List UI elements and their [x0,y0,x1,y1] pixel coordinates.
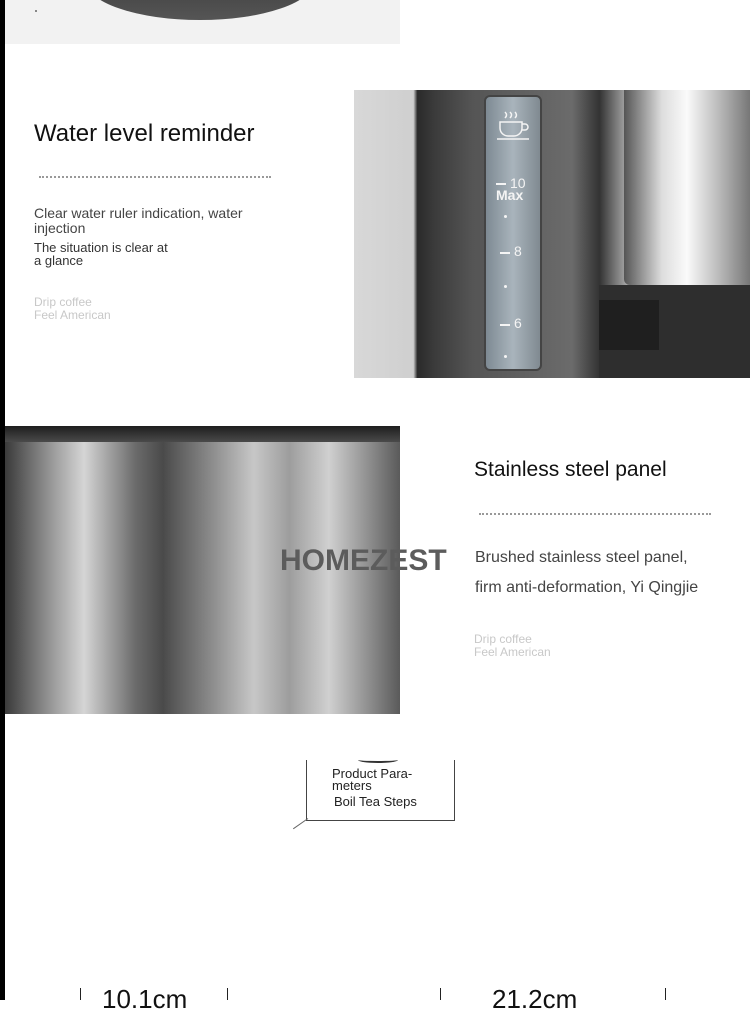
params-line1: Product Para- [332,766,413,781]
water-desc-line1: Clear water ruler indication, water [34,205,243,221]
water-sub-line1: The situation is clear at [34,240,168,255]
gauge-mark-8: 8 [514,243,522,259]
dotted-divider [39,176,271,178]
stainless-title: Stainless steel panel [474,458,667,481]
water-sub-line2: a glance [34,253,84,268]
params-line3: Boil Tea Steps [334,794,417,809]
brand-logo: HOMEZEST [280,544,447,577]
gauge-max-label: Max [496,187,524,203]
product-top-image [5,0,400,44]
gauge-mark-10: 10 [510,175,526,191]
water-desc-line2: injection [34,220,86,236]
water-level-title: Water level reminder [34,120,255,147]
water-level-image [354,90,750,378]
params-line2: meters [332,778,372,793]
stainless-desc-line1: Brushed stainless steel panel, [475,549,688,566]
gauge-mark-6: 6 [514,315,522,331]
stainless-tag-line1: Drip coffee [474,632,532,646]
stainless-desc-line2: firm anti-deformation, Yi Qingjie [475,579,699,596]
water-tag-line1: Drip coffee [34,295,92,309]
water-tag-line2: Feel American [34,308,111,322]
dotted-divider [479,513,711,515]
dimension-right: 21.2cm [492,984,578,1014]
dimension-left: 10.1cm [102,984,188,1014]
coffee-cup-icon [496,109,530,143]
water-gauge-window [484,95,542,371]
stainless-tag-line2: Feel American [474,645,551,659]
stainless-panel-image [5,426,447,714]
carafe-rim [85,0,315,20]
carafe-body [624,90,750,285]
